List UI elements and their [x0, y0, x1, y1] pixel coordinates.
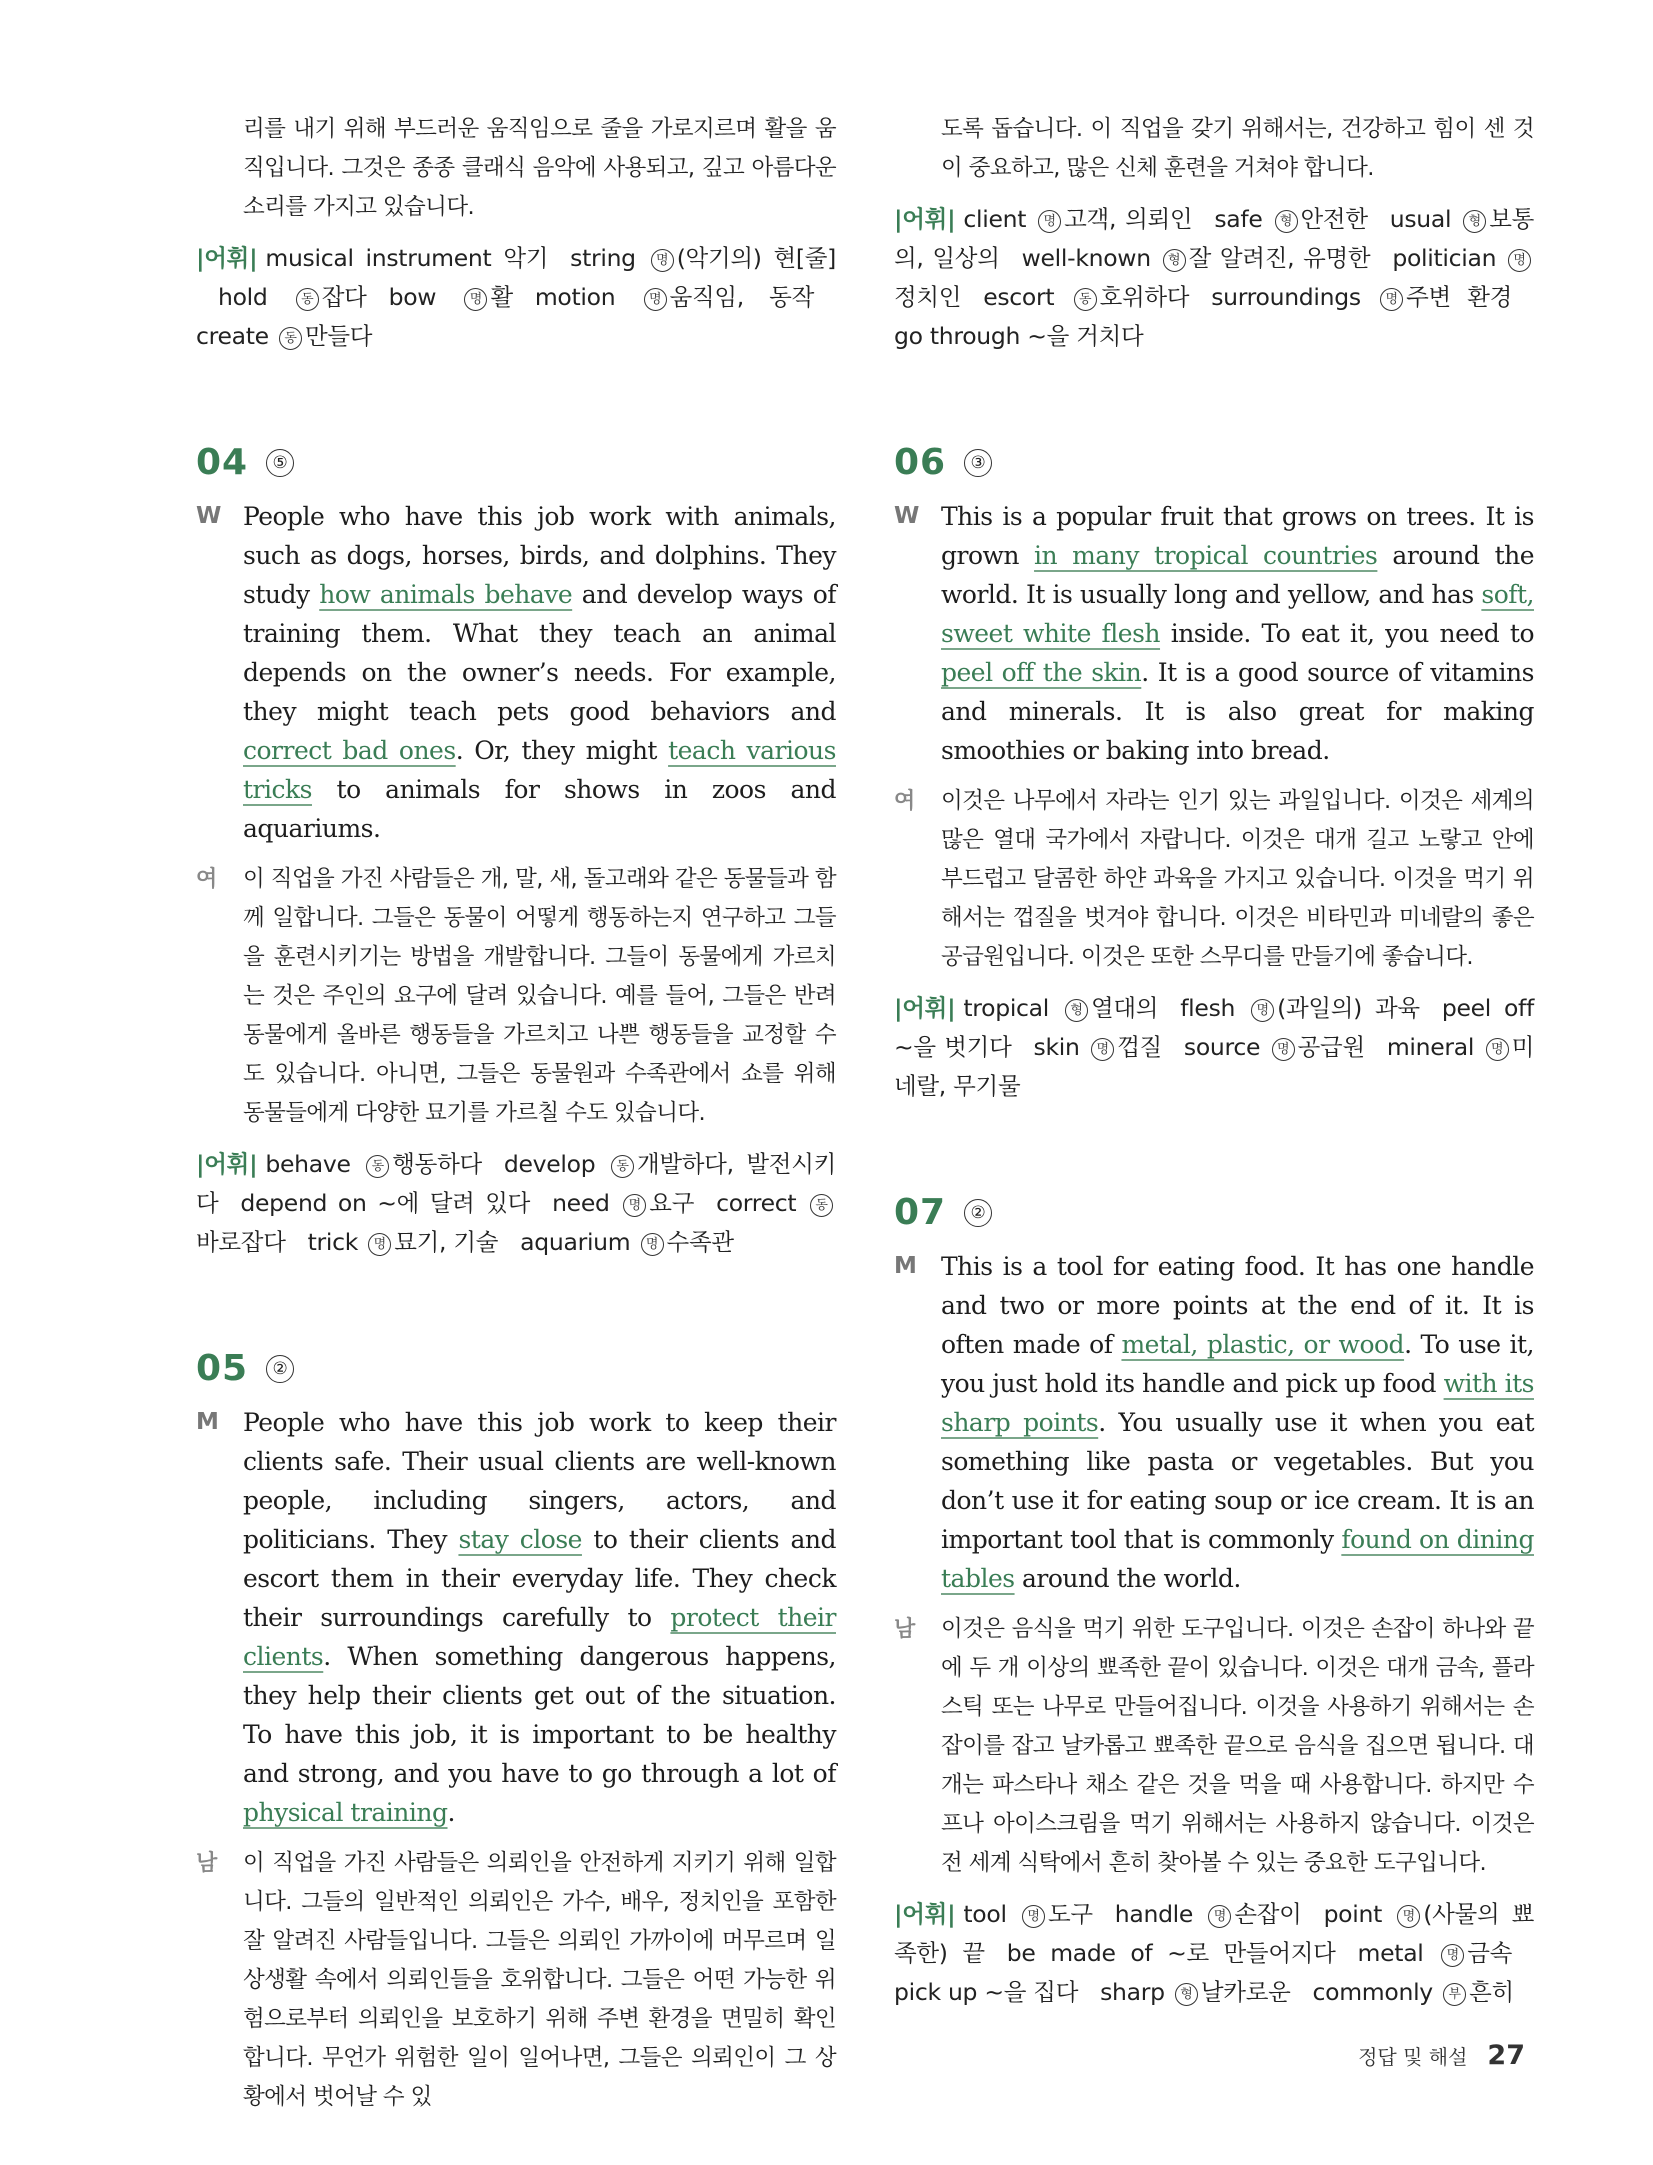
script-text: to animals for shows in zoos and aquariums.	[243, 775, 836, 843]
answer-mark: ⑤	[266, 449, 294, 477]
vocab-meaning: 도구	[1047, 1900, 1093, 1928]
part-of-speech-symbol: 형	[1463, 210, 1486, 233]
script-text: . Or, they might	[455, 736, 669, 765]
script-text: People who have this job work with animals, such as dogs, horses, birds, and dolphins. They study	[243, 502, 836, 609]
vocab-meaning: (과일의) 과육	[1277, 994, 1420, 1022]
vocab-block	[196, 239, 836, 356]
vocab-meaning: 미네랄, 무기물	[894, 1033, 1535, 1100]
part-of-speech-symbol: 명	[1272, 1038, 1295, 1061]
key-phrase: correct bad ones	[243, 736, 456, 765]
vocab-meaning: 만들다	[304, 322, 373, 350]
page-number: 27	[1487, 2040, 1525, 2071]
korean-translation	[894, 782, 1534, 977]
page-footer	[1358, 2040, 1525, 2071]
part-of-speech-symbol: 동	[366, 1155, 389, 1178]
english-script	[894, 1247, 1534, 1598]
vocab-meaning: ~을 벗기다	[894, 1033, 1012, 1061]
script-text: . When something dangerous happens, they help their clients get out of the situation. To have this job, it is important to be healthy and strong, and you have to go through a lot of	[243, 1642, 836, 1788]
vocab-meaning: 호위하다	[1099, 283, 1190, 311]
vocab-word: safe	[1214, 205, 1263, 233]
script-text: around the world. It is usually long and yellow, and has	[941, 541, 1535, 609]
question-header	[894, 442, 1534, 483]
translation-text: 이 직업을 가진 사람들은 개, 말, 새, 돌고래와 같은 동물들과 함께 일합니다. 그들은 동물이 어떻게 행동하는지 연구하고 그들을 훈련시키기는 방법을 개발합니다. 그들이 동물에게 가르치는 것은 주인의 요구에 달려 있습니다. 예를 들어, 그들은 반려동물에게 올바른 행동들을 가르치고 나쁜 행동들을 교정할 수도 있습니다. 아니면, 그들은 동물원과 수족관에서 쇼를 위해 동물들에게 다양한 묘기를 가르칠 수도 있습니다.	[243, 866, 836, 1126]
vocab-meaning: 묘기, 기술	[394, 1228, 499, 1256]
question-number: 04	[196, 442, 249, 483]
vocab-word: usual	[1389, 205, 1452, 233]
vocab-meaning: 흔히	[1469, 1978, 1514, 2006]
vocab-word: behave	[265, 1150, 351, 1178]
script-text: This is a popular fruit that grows on trees. It is grown	[941, 502, 1534, 570]
part-of-speech-symbol: 명	[1038, 210, 1061, 233]
vocab-word: well-known	[1021, 244, 1151, 272]
english-script	[196, 1403, 836, 1832]
vocab-meaning: 열대의	[1091, 994, 1159, 1022]
speaker-label: W	[196, 503, 221, 529]
speaker-label: 여	[196, 867, 217, 892]
script-text: around the world.	[1014, 1564, 1241, 1593]
question-number: 05	[196, 1348, 249, 1389]
vocab-word: sharp	[1100, 1978, 1165, 2006]
part-of-speech-symbol: 명	[464, 288, 487, 311]
vocab-meaning: 요구	[649, 1189, 695, 1217]
speaker-label: W	[894, 503, 919, 529]
vocab-meaning: (사물의 뾰족한) 끝	[894, 1900, 1535, 1967]
korean-translation	[894, 1610, 1534, 1883]
vocab-meaning: 움직임, 동작	[669, 283, 814, 311]
english-script	[196, 497, 836, 848]
script-text: . You usually use it when you eat something like pasta or vegetables. But you don’t use it for eating soup or ice cream. It is an important tool that is commonly	[941, 1408, 1535, 1554]
vocab-word: point	[1323, 1900, 1382, 1928]
vocab-word: skin	[1033, 1033, 1080, 1061]
vocab-meaning: 잘 알려진, 유명한	[1188, 244, 1371, 272]
vocab-word: client	[963, 205, 1027, 233]
part-of-speech-symbol: 명	[1251, 999, 1274, 1022]
vocab-word: create	[196, 322, 269, 350]
vocab-label: |어휘|	[894, 994, 956, 1022]
vocab-meaning: 악기	[503, 244, 549, 272]
script-text: inside. To eat it, you need to	[1160, 619, 1534, 648]
speaker-label: 남	[894, 1617, 915, 1642]
vocab-word: string	[570, 244, 636, 272]
vocab-meaning: 행동하다	[392, 1150, 482, 1178]
vocab-word: need	[552, 1189, 610, 1217]
korean-translation	[196, 1844, 836, 2117]
part-of-speech-symbol: 동	[1074, 288, 1097, 311]
vocab-meaning: 바로잡다	[196, 1228, 286, 1256]
part-of-speech-symbol: 명	[1441, 1944, 1464, 1967]
key-phrase: found on dining tables	[941, 1525, 1534, 1593]
part-of-speech-symbol: 명	[651, 249, 674, 272]
vocab-word: bow	[388, 283, 437, 311]
vocab-word: flesh	[1180, 994, 1236, 1022]
question-header	[196, 1348, 836, 1389]
question-number: 06	[894, 442, 947, 483]
vocab-meaning: 손잡이	[1234, 1900, 1302, 1928]
vocab-meaning: ~로 만들어지다	[1167, 1939, 1336, 1967]
part-of-speech-symbol: 형	[1065, 999, 1088, 1022]
vocab-block	[196, 1145, 836, 1262]
script-text: . To use it, you just hold its handle and pick up food	[941, 1330, 1534, 1398]
vocab-meaning: 보통의, 일상의	[894, 205, 1535, 272]
vocab-label: |어휘|	[196, 1150, 258, 1178]
key-phrase: soft, sweet white flesh	[941, 580, 1534, 648]
translation-text: 이것은 나무에서 자라는 인기 있는 과일입니다. 이것은 세계의 많은 열대 국가에서 자랍니다. 이것은 대개 길고 노랗고 안에 부드럽고 달콤한 하얀 과육을 가지고 있습니다. 이것을 먹기 위해서는 껍질을 벗겨야 합니다. 이것은 비타민과 미네랄의 좋은 공급원입니다. 이것은 또한 스무디를 만들기에 좋습니다.	[941, 788, 1534, 970]
translation-text: 이 직업을 가진 사람들은 의뢰인을 안전하게 지키기 위해 일합니다. 그들의 일반적인 의뢰인은 가수, 배우, 정치인을 포함한 잘 알려진 사람들입니다. 그들은 의뢰인 가까이에 머무르며 일상생활 속에서 의뢰인들을 호위합니다. 그들은 어떤 가능한 위험으로부터 의뢰인을 보호하기 위해 주변 환경을 면밀히 확인합니다. 무언가 위험한 일이 일어나면, 그들은 의뢰인이 그 상황에서 벗어날 수 있	[243, 1850, 836, 2110]
speaker-label: 여	[894, 789, 915, 814]
vocab-word: motion	[534, 283, 616, 311]
speaker-label: 남	[196, 1851, 217, 1876]
answer-mark: ③	[964, 449, 992, 477]
vocab-word: correct	[716, 1189, 797, 1217]
vocab-meaning: 주변 환경	[1406, 283, 1512, 311]
key-phrase: protect their clients	[243, 1603, 836, 1671]
part-of-speech-symbol: 명	[644, 288, 667, 311]
vocab-meaning: 날카로운	[1200, 1978, 1291, 2006]
part-of-speech-symbol: 명	[1508, 249, 1531, 272]
part-of-speech-symbol: 명	[641, 1233, 664, 1256]
vocab-label: |어휘|	[894, 205, 956, 233]
question-list	[894, 442, 1534, 2012]
korean-translation	[196, 860, 836, 1133]
part-of-speech-symbol: 명	[1022, 1905, 1045, 1928]
question-header	[196, 442, 836, 483]
script-text: People who have this job work to keep their clients safe. Their usual clients are well-known people, including singers, actors, and politicians. They	[243, 1408, 836, 1554]
part-of-speech-symbol: 동	[296, 288, 319, 311]
part-of-speech-symbol: 동	[810, 1194, 833, 1217]
vocab-word: aquarium	[520, 1228, 631, 1256]
vocab-label: |어휘|	[196, 244, 258, 272]
vocab-block	[894, 1895, 1534, 2012]
key-phrase: metal, plastic, or wood	[1121, 1330, 1405, 1359]
continuation-korean: 리를 내기 위해 부드러운 움직임으로 줄을 가로지르며 활을 움직입니다. 그것은 종종 클래식 음악에 사용되고, 깊고 아름다운 소리를 가지고 있습니다.	[243, 116, 836, 220]
part-of-speech-symbol: 명	[1486, 1038, 1509, 1061]
answer-mark: ②	[266, 1355, 294, 1383]
vocab-word: tropical	[963, 994, 1050, 1022]
vocab-word: go through	[894, 322, 1021, 350]
part-of-speech-symbol: 동	[279, 327, 302, 350]
vocab-word: hold	[218, 283, 268, 311]
right-column	[894, 110, 1534, 2012]
part-of-speech-symbol: 형	[1175, 1983, 1198, 2006]
vocab-word: tool	[963, 1900, 1007, 1928]
translation-text: 이것은 음식을 먹기 위한 도구입니다. 이것은 손잡이 하나와 끝에 두 개 이상의 뾰족한 끝이 있습니다. 이것은 대개 금속, 플라스틱 또는 나무로 만들어집니다. 이것을 사용하기 위해서는 손잡이를 잡고 날카롭고 뾰족한 끝으로 음식을 집으면 됩니다. 대개는 파스타나 채소 같은 것을 먹을 때 사용합니다. 하지만 수프나 아이스크림을 먹기 위해서는 사용하지 않습니다. 이것은 전 세계 식탁에서 흔히 찾아볼 수 있는 중요한 도구입니다.	[941, 1616, 1534, 1876]
vocab-word: escort	[983, 283, 1055, 311]
script-text: . It is a good source of vitamins and minerals. It is also great for making smoothies or baking into bread.	[941, 658, 1534, 765]
vocab-meaning: ~을 집다	[984, 1978, 1079, 2006]
part-of-speech-symbol: 형	[1275, 210, 1298, 233]
vocab-meaning: 고객, 의뢰인	[1064, 205, 1193, 233]
vocab-meaning: (악기의) 현[줄]	[676, 244, 837, 272]
vocab-label: |어휘|	[894, 1900, 956, 1928]
script-text: to their clients and escort them in their everyday life. They check their surroundings carefully to	[243, 1525, 836, 1632]
footer-label: 정답 및 해설	[1358, 2045, 1468, 2069]
speaker-label: M	[894, 1253, 917, 1279]
key-phrase: peel off the skin	[941, 658, 1142, 687]
question-list	[196, 442, 836, 2117]
question-header	[894, 1192, 1534, 1233]
vocab-word: trick	[307, 1228, 359, 1256]
part-of-speech-symbol: 명	[368, 1233, 391, 1256]
vocab-word: metal	[1357, 1939, 1424, 1967]
part-of-speech-symbol: 부	[1443, 1983, 1466, 2006]
part-of-speech-symbol: 명	[1208, 1905, 1231, 1928]
part-of-speech-symbol: 명	[1397, 1905, 1420, 1928]
vocab-meaning: 수족관	[666, 1228, 734, 1256]
vocab-meaning: ~에 달려 있다	[377, 1189, 531, 1217]
vocab-word: source	[1183, 1033, 1261, 1061]
vocab-word: develop	[503, 1150, 596, 1178]
vocab-meaning: 개발하다, 발전시키다	[196, 1150, 836, 1217]
script-text: This is a tool for eating food. It has one handle and two or more points at the end of it. It is often made of	[941, 1252, 1534, 1359]
vocab-meaning: 껍질	[1117, 1033, 1162, 1061]
key-phrase: how animals behave	[319, 580, 573, 609]
vocab-word: mineral	[1386, 1033, 1475, 1061]
script-text: .	[447, 1798, 455, 1827]
vocab-meaning: ~을 거치다	[1027, 322, 1144, 350]
key-phrase: with its sharp points	[941, 1369, 1534, 1437]
vocab-word: depend on	[240, 1189, 367, 1217]
key-phrase: in many tropical countries	[1034, 541, 1378, 570]
vocab-word: peel off	[1441, 994, 1534, 1022]
continuation-korean: 도록 돕습니다. 이 직업을 갖기 위해서는, 건강하고 힘이 센 것이 중요하고, 많은 신체 훈련을 거쳐야 합니다.	[941, 116, 1534, 181]
vocab-meaning: 공급원	[1297, 1033, 1365, 1061]
key-phrase: teach various tricks	[243, 736, 836, 804]
part-of-speech-symbol: 동	[611, 1155, 634, 1178]
vocab-word: politician	[1392, 244, 1497, 272]
vocab-word: surroundings	[1211, 283, 1361, 311]
vocab-word: pick up	[894, 1978, 978, 2006]
speaker-label: M	[196, 1409, 219, 1435]
vocab-meaning: 안전한	[1300, 205, 1368, 233]
vocab-block	[894, 989, 1534, 1106]
part-of-speech-symbol: 명	[623, 1194, 646, 1217]
vocab-meaning: 잡다	[321, 283, 367, 311]
part-of-speech-symbol: 명	[1091, 1038, 1114, 1061]
question-number: 07	[894, 1192, 947, 1233]
key-phrase: physical training	[243, 1798, 448, 1827]
vocab-word: commonly	[1312, 1978, 1433, 2006]
vocab-meaning: 금속	[1467, 1939, 1513, 1967]
english-script	[894, 497, 1534, 770]
vocab-word: be made of	[1006, 1939, 1153, 1967]
key-phrase: stay close	[458, 1525, 582, 1554]
vocab-meaning: 정치인	[894, 283, 962, 311]
vocab-word: musical instrument	[265, 244, 492, 272]
answer-mark: ②	[964, 1199, 992, 1227]
vocab-word: handle	[1114, 1900, 1194, 1928]
vocab-block	[894, 200, 1534, 356]
left-column	[196, 110, 836, 2117]
script-text: and develop ways of training them. What they teach an animal depends on the owner’s needs. For example, they might teach pets good behaviors and	[243, 580, 836, 726]
part-of-speech-symbol: 명	[1380, 288, 1403, 311]
part-of-speech-symbol: 형	[1163, 249, 1186, 272]
vocab-meaning: 활	[490, 283, 513, 311]
